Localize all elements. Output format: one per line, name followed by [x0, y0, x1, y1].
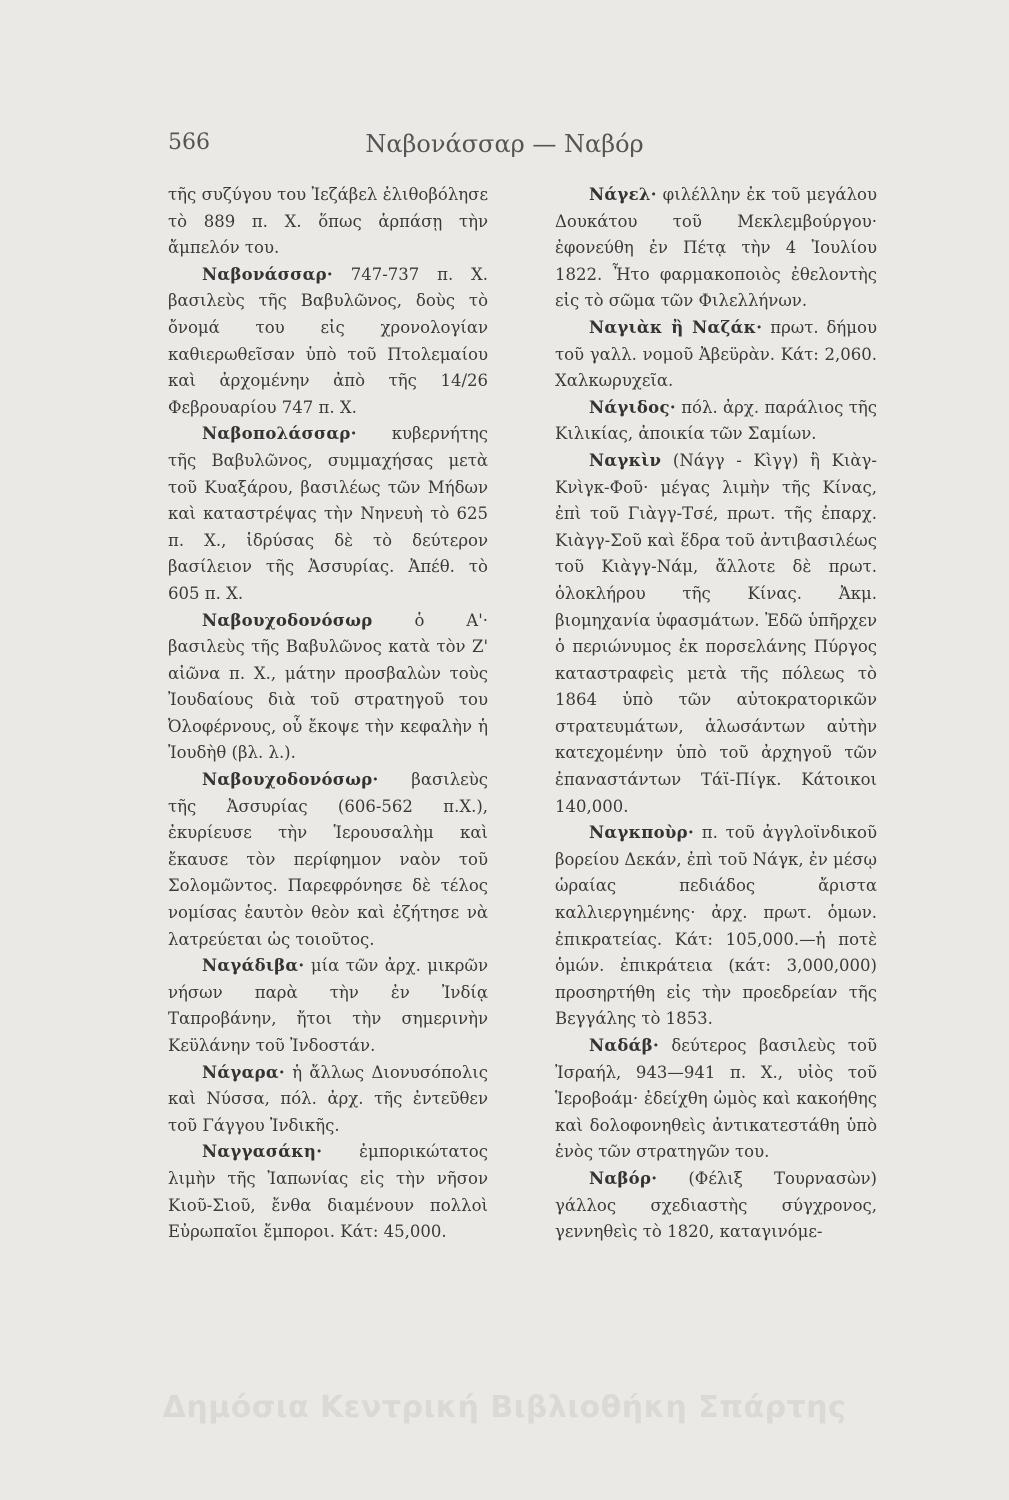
entry-text: βασιλεὺς τῆς Ἀσσυρίας (606-562 π.Χ.), ἐκυρίευσε τὴν Ἱερουσαλὴμ καὶ ἔκαυσε τὸν περίφημον ναὸν τοῦ Σολομῶντος. Παρεφρόνησε δὲ τέλος νομίσας ἑαυτὸν θεὸν καὶ ἐζήτησε νὰ λατρεύεται ὡς τοιοῦτος. — [168, 770, 488, 949]
entry-headword: Ναγάδιβα· — [202, 956, 305, 976]
page-number: 566 — [168, 130, 210, 155]
entry-headword: Ναβουχοδονόσωρ· — [202, 770, 379, 790]
entry-text: πρωτ. δήμου τοῦ γαλλ. νομοῦ Ἀβεϋρὰν. Κάτ: 2,060. Χαλκωρυχεῖα. — [555, 317, 877, 391]
entry-text: τῆς συζύγου του Ἰεζάβελ ἐλιθοβόλησε τὸ 889 π. Χ. ὅπως ἁρπάσῃ τὴν ἄμπελόν του. — [168, 185, 488, 258]
entry-headword: Ναγιὰκ ἢ Ναζάκ· — [589, 317, 763, 337]
entry-text: μία τῶν ἀρχ. μικρῶν νήσων παρὰ τὴν ἐν Ἰνδίᾳ Ταπροβάνην, ἤτοι τὴν σημερινὴν Κεϋλάνην τοῦ Ἰνδοστάν. — [168, 956, 488, 1055]
entry-headword: Νάγιδος· — [589, 397, 676, 417]
library-watermark: Δημόσια Κεντρική Βιβλιοθήκη Σπάρτης — [162, 1390, 847, 1425]
entry-headword: Ναβουχοδονόσωρ — [202, 610, 373, 630]
entry-headword: Νάγελ· — [589, 185, 657, 204]
entry — [168, 1060, 488, 1140]
entry-text: ἡ ἄλλως Διονυσόπολις καὶ Νύσσα, πόλ. ἀρχ. τῆς ἐντεῦθεν τοῦ Γάγγου Ἰνδικῆς. — [168, 1062, 488, 1135]
entry — [555, 448, 877, 820]
entry-text: (Φέλιξ Τουρνασὼν) γάλλος σχεδιαστὴς σύγχρονος, γεννηθεὶς τὸ 1820, καταγινόμε- — [555, 1168, 877, 1242]
entry — [168, 767, 488, 953]
entry-text: π. τοῦ ἀγγλοϊνδικοῦ βορείου Δεκάν, ἐπὶ τοῦ Νάγκ, ἐν μέσῳ ὡραίας πεδιάδος ἄριστα καλλιεργημένης· ἀρχ. πρωτ. ὁμων. ἐπικρατείας. Κάτ: 105,000.—ἡ ποτὲ ὁμών. ἐπικράτεια (κάτ: 3,000,000) προσηρτήθη εἰς τὴν προεδρείαν τῆς Βεγγάλης τὸ 1853. — [555, 823, 877, 1029]
entry — [168, 953, 488, 1059]
entry-headword: Ναγκὶν — [589, 450, 662, 470]
entry — [168, 608, 488, 768]
entry — [168, 421, 488, 607]
entry-headword: Ναδάβ· — [589, 1036, 659, 1055]
entry-headword: Ναγγασάκη· — [202, 1142, 323, 1162]
entry-text: ὁ Α'· βασιλεὺς τῆς Βαβυλῶνος κατὰ τὸν Ζ' αἰῶνα π. Χ., μάτην προσβαλὼν τοὺς Ἰουδαίους διὰ τοῦ στρατηγοῦ του Ὀλοφέρνους, οὗ ἔκοψε τὴν κεφαλὴν ἡ Ἰουδὴθ (βλ. λ.). — [168, 610, 488, 763]
entry-text: πόλ. ἀρχ. παράλιος τῆς Κιλικίας, ἀποικία τῶν Σαμίων. — [555, 397, 877, 444]
entry-headword: Ναβόρ· — [589, 1168, 658, 1188]
entry — [555, 395, 877, 448]
entry-text: ἐμπορικώτατος λιμὴν τῆς Ἰαπωνίας εἰς τὴν νῆσον Κιοῦ-Σιοῦ, ἔνθα διαμένουν πολλοὶ Εὐρωπαῖοι ἔμποροι. Κάτ: 45,000. — [168, 1142, 488, 1242]
entry-headword: Ναγκποὺρ· — [589, 823, 694, 843]
running-head: Ναβονάσσαρ — Ναβόρ — [365, 130, 644, 158]
entry-text: 747-737 π. Χ. βασιλεὺς τῆς Βαβυλῶνος, δοὺς τὸ ὄνομά του εἰς χρονολογίαν καθιερωθεῖσαν ὑπὸ τοῦ Πτολεμαίου καὶ ἀρχομένην ἀπὸ τῆς 14/26 Φεβρουαρίου 747 π. Χ. — [168, 264, 488, 417]
left-column — [168, 182, 488, 1246]
entry-text: δεύτερος βασιλεὺς τοῦ Ἰσραήλ, 943—941 π. Χ., υἱὸς τοῦ Ἱεροβοάμ· ἐδείχθη ὠμὸς καὶ κακοήθης καὶ δολοφονηθεὶς ἀντικατεστάθη ὑπὸ ἑνὸς τῶν στρατηγῶν του. — [555, 1036, 877, 1162]
entry-headword: Νάγαρα· — [202, 1062, 285, 1082]
right-column — [555, 182, 877, 1246]
entry-text: κυβερνήτης τῆς Βαβυλῶνος, συμμαχήσας μετὰ τοῦ Κυαξάρου, βασιλέως τῶν Μήδων καὶ καταστρέψας τὴν Νηνευὴ τὸ 625 π. Χ., ἱδρύσας δὲ τὸ δεύτερον βασίλειον τῆς Ἀσσυρίας. Ἀπέθ. τὸ 605 π. Χ. — [168, 424, 488, 603]
entry-headword: Ναβοπολάσσαρ· — [202, 424, 357, 444]
entry — [555, 1166, 877, 1246]
entry — [555, 182, 877, 315]
entry-text: (Νάγγ - Κὶγγ) ἢ Κιὰγ-Κνὶγκ-Φοῦ· μέγας λιμὴν τῆς Κίνας, ἐπὶ τοῦ Γιὰγγ-Τσέ, πρωτ. τῆς ἐπαρχ. Κιὰγγ-Σοῦ καὶ ἕδρα τοῦ ἀντιβασιλέως τοῦ Κιὰγγ-Νάμ, ἄλλοτε δὲ πρωτ. ὁλοκλήρου τῆς Κίνας. Ἀκμ. βιομηχανία ὑφασμάτων. Ἐδῶ ὑπῆρχεν ὁ περιώνυμος ἐκ πορσελάνης Πύργος καταστραφεὶς μετὰ τῆς πόλεως τὸ 1864 ὑπὸ τῶν αὐτοκρατορικῶν στρατευμάτων, ἁλωσάντων αὐτὴν κατεχομένην ὑπὸ τοῦ ἀρχηγοῦ τῶν ἐπαναστάντων Τάϊ-Πίγκ. Κάτοικοι 140,000. — [555, 450, 877, 816]
entry — [168, 182, 488, 262]
entry — [555, 315, 877, 395]
entry — [168, 262, 488, 422]
entry — [555, 1033, 877, 1166]
entry — [168, 1139, 488, 1245]
entry — [555, 820, 877, 1033]
entry-headword: Ναβονάσσαρ· — [202, 264, 333, 284]
entry-text: φιλέλλην ἐκ τοῦ μεγάλου Δουκάτου τοῦ Μεκλεμβούργου· ἐφονεύθη ἐν Πέτᾳ τὴν 4 Ἰουλίου 1822. Ἦτο φαρμακοποιὸς ἐθελοντὴς εἰς τὸ σῶμα τῶν Φιλελλήνων. — [555, 185, 877, 311]
